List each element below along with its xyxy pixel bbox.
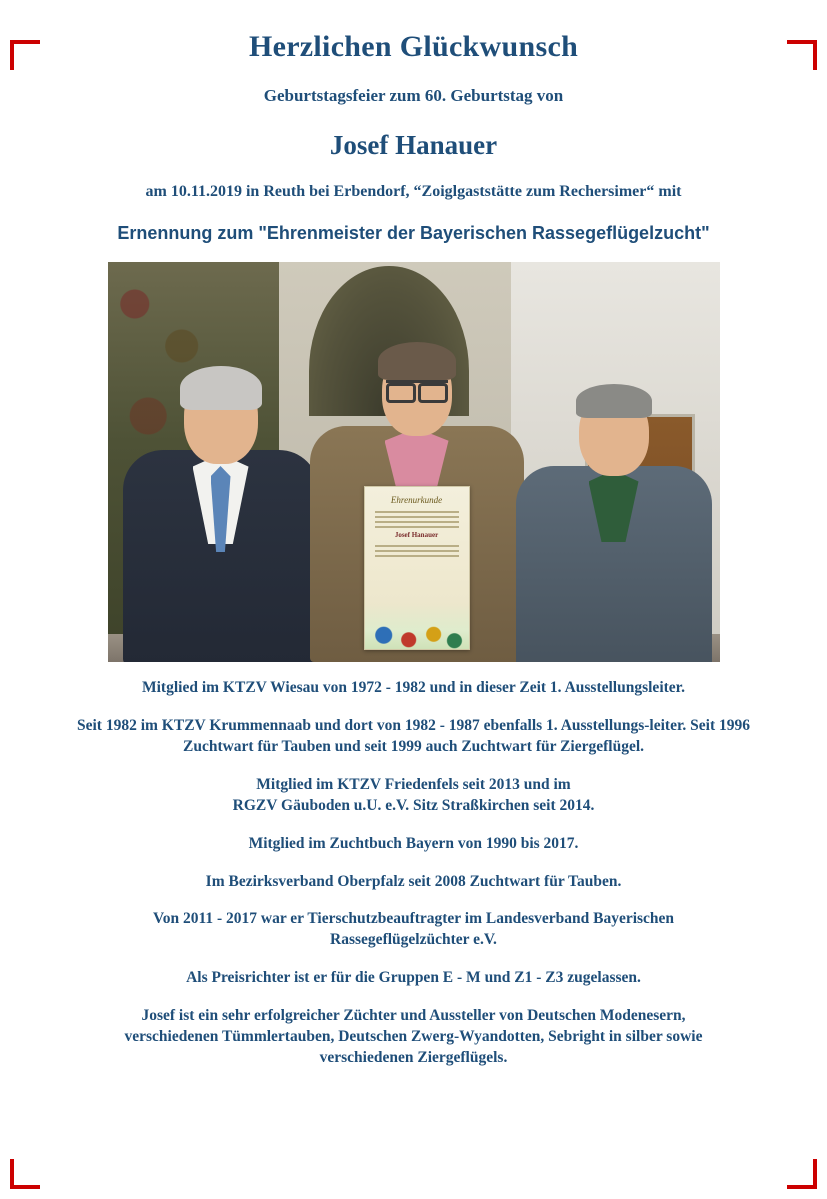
certificate-title: Ehrenurkunde bbox=[390, 495, 443, 505]
page-title: Herzlichen Glückwunsch bbox=[248, 30, 579, 63]
photo-container bbox=[108, 262, 720, 662]
corner-mark-bottom-right bbox=[787, 1159, 817, 1189]
bio-paragraph: Mitglied im KTZV Wiesau von 1972 - 1982 und in dieser Zeit 1. Ausstellungsleiter. bbox=[142, 679, 685, 696]
corner-mark-bottom-left bbox=[10, 1159, 40, 1189]
photo-person-center-glasses bbox=[386, 380, 448, 397]
photo-person-center bbox=[304, 322, 530, 662]
certificate-bird-illustration bbox=[365, 603, 469, 649]
group-photo bbox=[108, 262, 720, 662]
corner-mark-top-right bbox=[787, 40, 817, 70]
certificate-text-lines bbox=[375, 511, 459, 528]
bio-paragraph: Im Bezirksverband Oberpfalz seit 2008 Zuchtwart für Tauben. bbox=[205, 872, 622, 890]
certificate bbox=[364, 486, 470, 650]
photo-person-right-hair bbox=[576, 384, 652, 418]
bio-paragraph: Mitglied im KTZV Friedenfels seit 2013 und im RGZV Gäuboden u.U. e.V. Sitz Straßkirchen seit 2014. bbox=[232, 775, 595, 814]
photo-person-left bbox=[116, 362, 326, 662]
page-subtitle: Geburtstagsfeier zum 60. Geburtstag von bbox=[263, 86, 564, 105]
honoree-name: Josef Hanauer bbox=[329, 130, 498, 160]
honor-line: Ernennung zum "Ehrenmeister der Bayerischen Rassegeflügelzucht" bbox=[117, 223, 710, 243]
photo-person-center-hair bbox=[378, 342, 456, 380]
photo-person-left-hair bbox=[180, 366, 262, 410]
bio-paragraph: Mitglied im Zuchtbuch Bayern von 1990 bis 2017. bbox=[248, 834, 579, 852]
bio-paragraph: Von 2011 - 2017 war er Tierschutzbeauftragter im Landesverband Bayerischen Rassegeflügelzüchter e.V. bbox=[152, 910, 675, 949]
bio-paragraph: Josef ist ein sehr erfolgreicher Züchter und Aussteller von Deutschen Modenesern, verschiedenen Tümmlertauben, Deutschen Zwerg-Wyandotten, Sebright in silber sowie verschiedenen Ziergeflügels. bbox=[124, 1007, 703, 1067]
corner-mark-top-left bbox=[10, 40, 40, 70]
bio-paragraph: Als Preisrichter ist er für die Gruppen E - M und Z1 - Z3 zugelassen. bbox=[186, 969, 641, 987]
biography-section bbox=[46, 678, 781, 1069]
document-page bbox=[0, 30, 827, 1199]
bio-paragraph: Seit 1982 im KTZV Krummennaab und dort von 1982 - 1987 ebenfalls 1. Ausstellungs-leiter. Seit 1996 Zuchtwart für Tauben und seit 1999 auch Zuchtwart für Ziergeflügel. bbox=[76, 716, 750, 755]
occasion-line: am 10.11.2019 in Reuth bei Erbendorf, “Zoiglgaststätte zum Rechersimer“ mit bbox=[145, 183, 682, 200]
photo-person-right bbox=[512, 366, 716, 662]
certificate-name: Josef Hanauer bbox=[394, 531, 439, 539]
certificate-text-lines-2 bbox=[375, 545, 459, 557]
